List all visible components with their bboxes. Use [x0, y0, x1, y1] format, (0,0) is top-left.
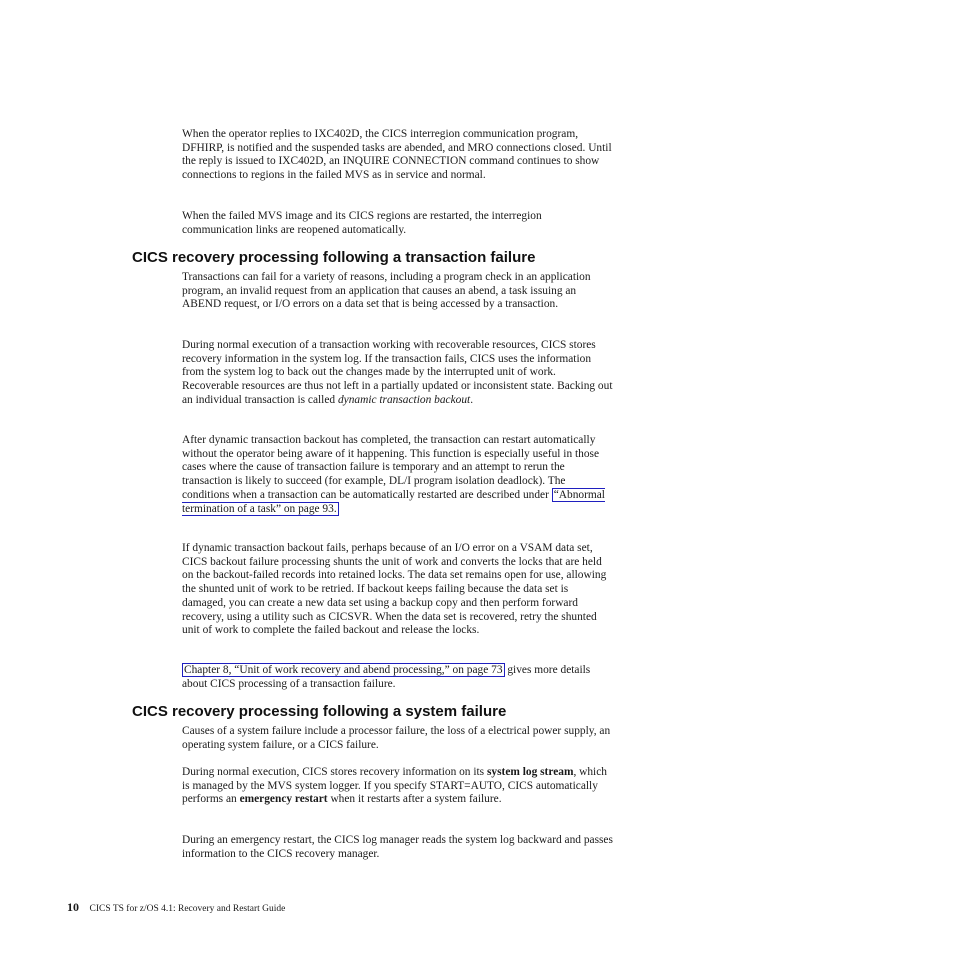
term-dynamic-transaction-backout: dynamic transaction backout	[337, 393, 471, 406]
transaction-paragraph-2-text: During normal execution of a transaction working with recoverable resources, CICS stores recovery information in the system log. If the transaction fails, CICS uses the information from the system log to back out the changes made by the interrupted unit of work. Recoverable resources are thus not left in a partially updated or inconsistent state. Backing out an individual transaction is called	[182, 339, 613, 406]
transaction-paragraph-2	[182, 339, 614, 408]
heading-system-failure: CICS recovery processing following a system failure	[132, 703, 507, 720]
intro-paragraph-1: When the operator replies to IXC402D, the CICS interregion communication program, DFHIRP, is notified and the suspended tasks are abended, and MRO connections closed. Until the reply is issued to IXC402D, an INQUIRE CONNECTION command continues to show connections to regions in the failed MVS as in service and normal.	[182, 128, 612, 182]
intro-paragraph-2: When the failed MVS image and its CICS regions are restarted, the interregion communication links are reopened automatically.	[182, 210, 542, 236]
system-paragraph-1: Causes of a system failure include a processor failure, the loss of a electrical power supply, an operating system failure, or a CICS failure.	[182, 725, 611, 751]
link-abnormal-termination[interactable]: “Abnormal termination of a task” on page 93.	[182, 488, 605, 515]
page-number: 10	[67, 900, 79, 914]
transaction-paragraph-3-text: After dynamic transaction backout has completed, the transaction can restart automatically without the operator being aware of it happening. This function is especially useful in those cases where the cause of transaction failure is temporary and an attempt to rerun the transaction is likely to succeed (for example, DL/I program isolation deadlock). The conditions when a transaction can be automatically restarted are described under	[182, 434, 600, 501]
heading-transaction-failure: CICS recovery processing following a transaction failure	[132, 249, 536, 266]
transaction-paragraph-2-end: .	[470, 393, 474, 406]
term-system-log-stream: system log stream	[486, 766, 574, 778]
book-title: CICS TS for z/OS 4.1: Recovery and Restart Guide	[89, 904, 286, 914]
transaction-paragraph-5-text: gives more details about CICS processing of a transaction failure.	[182, 664, 591, 690]
link-chapter-8[interactable]: Chapter 8, “Unit of work recovery and abend processing,” on page 73	[184, 664, 503, 676]
system-paragraph-2-b: , which is managed by the MVS system logger. If you specify START=AUTO, CICS automatically performs an	[182, 766, 607, 806]
system-paragraph-2-c: when it restarts after a system failure.	[327, 793, 502, 806]
transaction-paragraph-1: Transactions can fail for a variety of reasons, including a program check in an application program, an invalid request from an application that causes an abend, a task issuing an ABEND request, or I/O errors on a data set that is being accessed by a transaction.	[182, 271, 591, 311]
term-emergency-restart: emergency restart	[239, 793, 328, 806]
transaction-paragraph-5	[182, 664, 614, 691]
page-footer	[67, 900, 285, 916]
transaction-paragraph-4: If dynamic transaction backout fails, perhaps because of an I/O error on a VSAM data set, CICS backout failure processing shunts the unit of work and converts the locks that are held on the backout-failed records into retained locks. The data set remains open for use, allowing the shunted unit of work to be retried. If backout keeps failing because the data set is damaged, you can create a new data set using a backup copy and then perform forward recovery, using a utility such as CICSVR. When the data set is recovered, retry the shunted unit of work to complete the failed backout and release the locks.	[182, 542, 607, 637]
system-paragraph-2-a: During normal execution, CICS stores recovery information on its	[182, 766, 487, 778]
system-paragraph-3: During an emergency restart, the CICS log manager reads the system log backward and passes information to the CICS recovery manager.	[182, 834, 613, 860]
transaction-paragraph-3	[182, 434, 614, 516]
system-paragraph-2	[182, 766, 614, 807]
